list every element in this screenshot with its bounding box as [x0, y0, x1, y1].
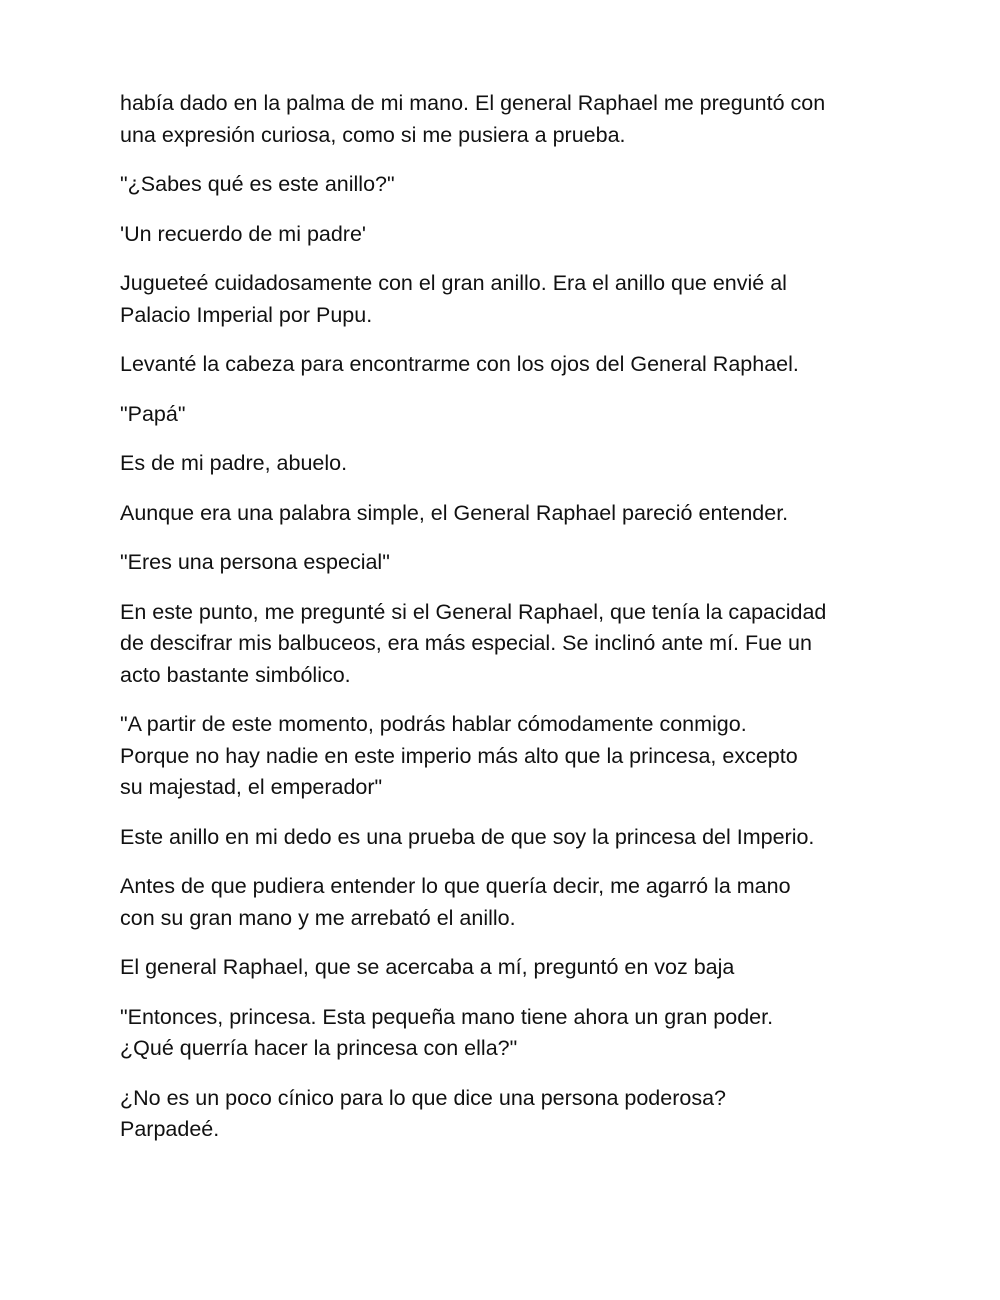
paragraph-13: Antes de que pudiera entender lo que quería decir, me agarró la mano con su gran mano y me arrebató el anillo.: [120, 874, 791, 930]
paragraph-8: Aunque era una palabra simple, el General Raphael pareció entender.: [120, 500, 789, 525]
paragraph-9: "Eres una persona especial": [120, 550, 390, 574]
paragraph-1: había dado en la palma de mi mano. El general Raphael me preguntó con una expresión curiosa, como si me pusiera a prueba.: [120, 91, 826, 147]
document-body: [120, 88, 910, 1164]
paragraph-5: Levanté la cabeza para encontrarme con los ojos del General Raphael.: [120, 352, 799, 376]
paragraph-15: "Entonces, princesa. Esta pequeña mano tiene ahora un gran poder. ¿Qué querría hacer la princesa con ella?": [120, 1004, 774, 1060]
paragraph-12: Este anillo en mi dedo es una prueba de que soy la princesa del Imperio.: [120, 824, 815, 849]
paragraph-16: ¿No es un poco cínico para lo que dice una persona poderosa? Parpadeé.: [120, 1085, 726, 1141]
paragraph-14: El general Raphael, que se acercaba a mí, preguntó en voz baja: [120, 955, 735, 979]
paragraph-4: Jugueteé cuidadosamente con el gran anillo. Era el anillo que envié al Palacio Imperial por Pupu.: [120, 271, 787, 327]
paragraph-6: "Papá": [120, 401, 186, 426]
paragraph-7: Es de mi padre, abuelo.: [120, 451, 348, 475]
paragraph-11: "A partir de este momento, podrás hablar cómodamente conmigo. Porque no hay nadie en este imperio más alto que la princesa, excepto su majestad, el emperador": [120, 712, 798, 799]
paragraph-2: "¿Sabes qué es este anillo?": [120, 172, 395, 196]
paragraph-3: 'Un recuerdo de mi padre': [120, 221, 367, 246]
paragraph-10: En este punto, me pregunté si el General Raphael, que tenía la capacidad de descifrar mis balbuceos, era más especial. Se inclinó ante mí. Fue un acto bastante simbólico.: [120, 599, 827, 687]
